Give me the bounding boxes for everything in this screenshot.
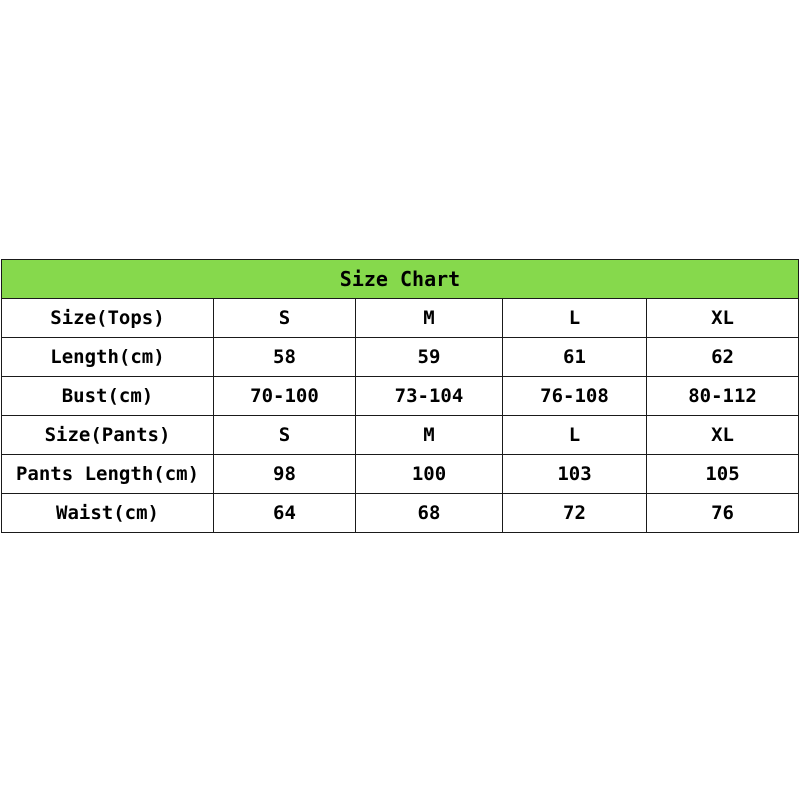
table-cell: XL (647, 416, 799, 455)
table-cell: 76 (647, 494, 799, 533)
table-row (2, 377, 799, 416)
table-cell: S (214, 416, 356, 455)
table-cell: 59 (356, 338, 503, 377)
table-cell: 80-112 (647, 377, 799, 416)
table-cell: L (503, 416, 647, 455)
table-title: Size Chart (2, 260, 799, 299)
title-row (2, 260, 799, 299)
table-cell: 58 (214, 338, 356, 377)
table-cell: 73-104 (356, 377, 503, 416)
table-row (2, 494, 799, 533)
table-cell: L (503, 299, 647, 338)
table-cell: 76-108 (503, 377, 647, 416)
table-row (2, 416, 799, 455)
table-cell: M (356, 299, 503, 338)
table-cell: 61 (503, 338, 647, 377)
table-row (2, 338, 799, 377)
table-cell: M (356, 416, 503, 455)
table-cell: 98 (214, 455, 356, 494)
table-cell: XL (647, 299, 799, 338)
table-cell: 62 (647, 338, 799, 377)
row-label: Waist(cm) (2, 494, 214, 533)
size-chart-table (1, 259, 799, 533)
row-label: Size(Tops) (2, 299, 214, 338)
table-row (2, 299, 799, 338)
table-cell: 68 (356, 494, 503, 533)
table-row (2, 455, 799, 494)
table-cell: 105 (647, 455, 799, 494)
table-cell: S (214, 299, 356, 338)
table-cell: 100 (356, 455, 503, 494)
row-label: Length(cm) (2, 338, 214, 377)
table-cell: 72 (503, 494, 647, 533)
row-label: Pants Length(cm) (2, 455, 214, 494)
table-cell: 103 (503, 455, 647, 494)
table-cell: 70-100 (214, 377, 356, 416)
table-cell: 64 (214, 494, 356, 533)
row-label: Size(Pants) (2, 416, 214, 455)
row-label: Bust(cm) (2, 377, 214, 416)
